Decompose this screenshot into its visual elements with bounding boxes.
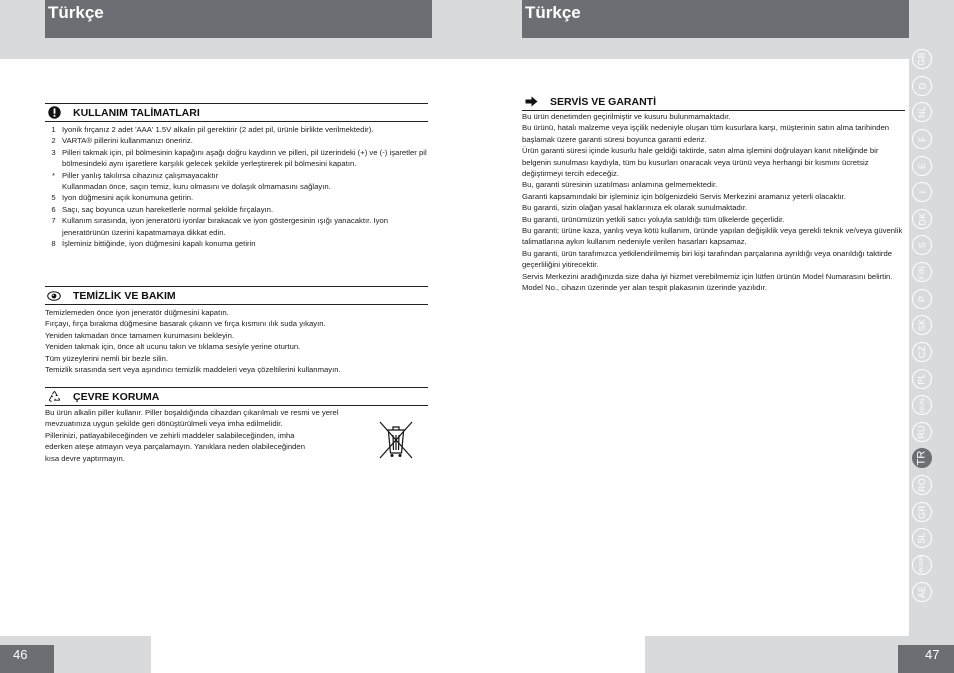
list-item	[45, 192, 428, 203]
item-text: VARTA® pillerini kullanmanızı öneririz.	[62, 136, 193, 146]
language-tab-p[interactable]	[912, 289, 932, 309]
language-tab-nl[interactable]	[912, 102, 932, 122]
page-header-right	[522, 0, 909, 38]
language-tab-sk[interactable]	[912, 315, 932, 335]
language-label: I	[916, 190, 927, 194]
language-label: RO	[917, 478, 927, 492]
item-number: 2	[51, 136, 56, 146]
text-line: Bu ürünü, hatalı malzeme veya işçilik nedeniyle oluşan tüm kusurlara karşı, müşterinin satın alma tarihinden başlamak üzere garanti süresi boyunca garanti ederiz.	[522, 123, 890, 144]
language-tab-f[interactable]	[912, 129, 932, 149]
text-line: Temizlemeden önce iyon jeneratör düğmesini kapatın.	[45, 308, 229, 317]
text-line: Bu, garanti süresinin uzatılması anlamına gelmemektedir.	[522, 180, 718, 190]
list-item	[45, 124, 428, 135]
item-number	[45, 181, 62, 192]
text-line: mevzuatınıza uygun şekilde geri dönüştürülmeli veya imha edilmelidir.	[45, 419, 283, 429]
language-tab-d[interactable]	[912, 76, 932, 96]
page-number-left: 46	[0, 645, 54, 673]
environment-text	[45, 407, 428, 464]
language-tab-gb[interactable]	[912, 49, 932, 69]
language-label: E	[916, 162, 927, 169]
language-label: D	[916, 82, 927, 89]
page-header-left	[45, 0, 432, 38]
language-label: GR	[917, 504, 927, 519]
usage-list	[45, 124, 428, 249]
item-text: İşleminiz bittiğinde, iyon düğmesini kapalı konuma getirin	[62, 239, 256, 249]
text-line: Model No., cihazın üzerinde yer alan tespit plakasının üzerinde yazılıdır.	[522, 283, 767, 293]
item-number: 7	[51, 216, 56, 226]
language-label: SL	[916, 532, 927, 544]
environment-title: ÇEVRE KORUMA	[73, 390, 160, 403]
care-section	[45, 286, 428, 375]
text-line: Fırçayı, fırça bırakma düğmesine basarak çıkarın ve fırça kısmını ılık suda yıkayın.	[45, 319, 326, 329]
item-text: Kullanmadan önce, saçın temiz, kuru olmasını ve dolaşık olmamasını sağlayın.	[62, 182, 331, 192]
language-tab-hun[interactable]	[912, 395, 932, 415]
item-text: Pilleri takmak için, pil bölmesinin kapağını aşağı doğru kaydırın ve pilleri, pil üzerindeki (+) ve (-) işaretler pil bölmesindeki aynı işaretlere karşılık gelecek şekilde yerleştirerek pil bölmesini kapatın.	[62, 147, 427, 169]
usage-title: KULLANIM TALİMATLARI	[73, 106, 200, 119]
language-tab-ae[interactable]	[912, 582, 932, 602]
language-tab-i[interactable]	[912, 182, 932, 202]
language-label: TR	[915, 450, 928, 466]
language-tab-tr-active[interactable]	[912, 448, 932, 468]
item-text: Iyon düğmesini açık konumuna getirin.	[62, 193, 194, 203]
language-tabs	[912, 49, 934, 608]
list-item	[45, 238, 428, 249]
language-label: RU	[917, 425, 927, 439]
text-line: kısa devre yaptırmayın.	[45, 453, 125, 463]
language-label: SK	[917, 319, 927, 332]
care-text	[45, 307, 428, 375]
warranty-heading	[522, 93, 905, 111]
text-line: ederken ateşe atmayın veya parçalamayın. Yanıklara neden olabileceğinden	[45, 442, 305, 452]
language-tab-pl[interactable]	[912, 369, 932, 389]
language-tab-s[interactable]	[912, 235, 932, 255]
text-line: Temizlik sırasında sert veya aşındırıcı temizlik maddeleri veya çözeltilerini kullanmayın.	[45, 365, 341, 375]
language-label: HUN	[918, 397, 926, 413]
language-tab-ro[interactable]	[912, 475, 932, 495]
language-label: NL	[917, 106, 927, 119]
header-title-left: Türkçe	[48, 3, 104, 22]
item-number: 1	[51, 125, 56, 134]
eye-icon	[47, 289, 61, 303]
warranty-text	[522, 111, 905, 294]
list-item	[45, 204, 428, 215]
item-number: 6	[51, 204, 56, 214]
language-tab-ru[interactable]	[912, 422, 932, 442]
language-label: F	[916, 136, 927, 142]
environment-heading	[45, 387, 428, 406]
crossed-bin-icon	[378, 420, 414, 465]
language-label: S	[916, 242, 927, 249]
header-title-right: Türkçe	[525, 3, 581, 22]
language-label: DK	[917, 212, 927, 226]
usage-heading	[45, 103, 428, 122]
list-item	[45, 170, 428, 181]
text-line: Bu garanti; ürüne kaza, yanlış veya kötü kullanım, üründe yapılan değişiklik veya gerekli teknik ve/veya güvenlik talimatlarına aykırı kullanım nedeniyle verilen hasarları kapsamaz.	[522, 226, 903, 247]
text-line: Bu garanti, sizin olağan yasal haklarınıza ek olarak sunulmaktadır.	[522, 203, 748, 213]
language-tab-sl[interactable]	[912, 528, 932, 548]
language-label: CZ	[917, 345, 927, 359]
item-text: Saçı, saç boyunca uzun hareketlerle normal şekilde fırçalayın.	[62, 204, 274, 214]
list-item	[45, 147, 428, 170]
list-item	[45, 215, 428, 238]
item-text: Kullanım sırasında, iyon jeneratörü iyonlar bırakacak ve iyon göstergesinin ışığı yanacaktır. Iyon jeneratörünün üzerini kapatmamaya dikkat edin.	[62, 216, 389, 237]
language-label: PL	[916, 372, 927, 385]
recycle-icon	[47, 390, 61, 404]
text-line: Garanti kapsamındaki bir işleminiz için bölgenizdeki Servis Merkezini aramanız yeterli olacaktır.	[522, 191, 846, 201]
text-line: Ürün garanti süresi içinde kusurlu hale geldiği taktirde, satın alma işlemini doğrulayan kanıt niteliğinde bir belgenin sunulması kaydıyla, tüm bu kusurları onaracak veya ürünü veya herhangi bir kısmını ücretsiz değiştirmeyi tercih edeceğiz.	[522, 146, 879, 179]
text-line: Pillerinizi, patlayabileceğinden ve zehirli maddeler salabileceğinden, imha	[45, 430, 295, 440]
arrow-right-icon	[524, 95, 538, 109]
language-tab-gr[interactable]	[912, 502, 932, 522]
language-tab-cz[interactable]	[912, 342, 932, 362]
language-tab-e[interactable]	[912, 156, 932, 176]
item-number: 3	[51, 147, 56, 157]
language-label: P	[916, 295, 927, 302]
language-tab-dk[interactable]	[912, 209, 932, 229]
usage-section	[45, 103, 428, 249]
item-number: 8	[51, 239, 56, 249]
text-line: Bu garanti, ürün tarafımızca yetkilendirilmemiş biri kişi tarafından parçalarına ayrıldığı veya onarıldığı taktirde geçerliliğini yitirecektir.	[522, 248, 893, 270]
language-tab-hr-srb[interactable]	[912, 555, 932, 575]
text-line: Yeniden takmak için, önce alt ucunu takın ve tıklama sesiyle yerine oturtun.	[45, 342, 301, 352]
text-line: Yeniden takmadan önce tamamen kurumasını bekleyin.	[45, 330, 235, 340]
text-line: Bu garanti, ürünümüzün yetkili satıcı yoluyla satıldığı tüm ülkelerde geçerlidir.	[522, 214, 785, 224]
page-number-right: 47	[898, 645, 954, 673]
list-item	[45, 135, 428, 146]
text-line: Bu ürün alkalin piller kullanır. Piller boşaldığında cihazdan çıkarılmalı ve resmi ve yerel	[45, 408, 339, 417]
warranty-title: SERVİS VE GARANTİ	[550, 95, 656, 108]
text-line: Bu ürün denetimden geçirilmiştir ve kusuru bulunmamaktadır.	[522, 112, 731, 121]
care-title: TEMİZLİK VE BAKIM	[73, 289, 176, 302]
care-heading	[45, 286, 428, 305]
item-text: Iyonik fırçanız 2 adet 'AAA' 1.5V alkalin pil gerektirir (2 adet pil, ürünle birlikte verilmektedir).	[62, 125, 374, 134]
item-text: Piller yanlış takılırsa cihazınız çalışmayacaktır	[62, 170, 219, 180]
environment-section	[45, 387, 428, 464]
item-number: 5	[51, 193, 56, 203]
language-label: AE	[917, 585, 927, 598]
warranty-section	[522, 93, 905, 294]
language-label: HR/SRB	[919, 554, 925, 575]
language-label: FIN	[917, 265, 927, 279]
language-label: GB	[917, 52, 927, 66]
list-item	[45, 181, 428, 192]
warning-icon	[47, 106, 61, 120]
text-line: Servis Merkezini aradığınızda size daha iyi hizmet verebilmemiz için lütfen ürünün Model Numarasını belirtin.	[522, 271, 893, 281]
item-number: *	[52, 170, 55, 180]
text-line: Tüm yüzeylerini nemli bir bezle silin.	[45, 353, 169, 363]
language-tab-fin[interactable]	[912, 262, 932, 282]
